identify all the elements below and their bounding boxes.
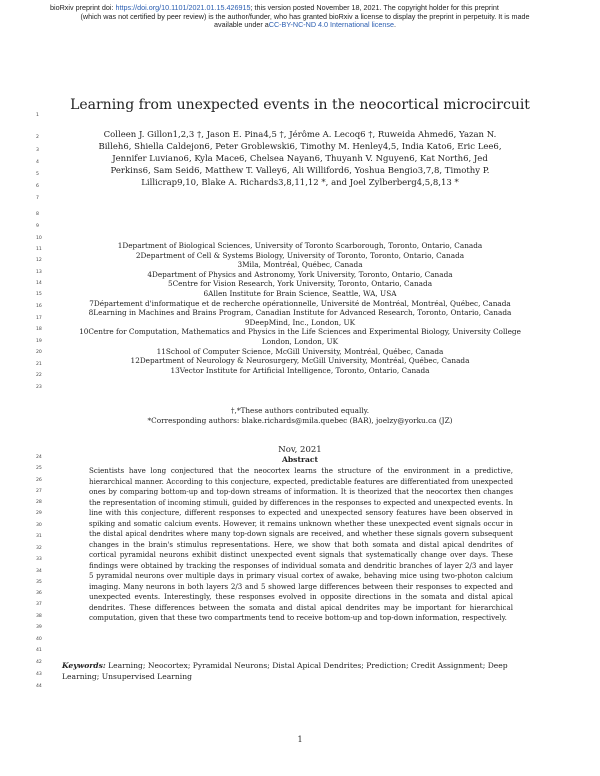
line-number: 23 — [36, 385, 42, 390]
line-number: 27 — [36, 489, 42, 494]
affiliation: 3Mila, Montréal, Québec, Canada — [237, 260, 363, 270]
corresponding-authors-note: *Corresponding authors: blake.richards@mila.quebec (BAR), joelzy@yorku.ca (JZ) — [147, 416, 453, 425]
header-text: bioRxiv preprint doi: — [50, 3, 116, 12]
date: Nov, 2021 — [278, 445, 322, 455]
line-number: 33 — [36, 557, 42, 562]
affiliation: 13Vector Institute for Artificial Intelligence, Toronto, Ontario, Canada — [170, 365, 430, 375]
line-number: 21 — [36, 362, 42, 367]
affiliation: 9DeepMind, Inc., London, UK — [244, 317, 356, 327]
line-number: 11 — [36, 247, 42, 252]
line-number: 22 — [36, 373, 42, 378]
doi-link[interactable]: https://doi.org/10.1101/2021.01.15.426915 — [115, 3, 251, 12]
line-number: 41 — [36, 648, 42, 653]
line-number: 37 — [36, 602, 42, 607]
affiliation: 8Learning in Machines and Brains Program, Canadian Institute for Advanced Research, Toronto, Ontario, Canada — [88, 308, 512, 318]
abstract-heading: Abstract — [281, 455, 319, 464]
author-notes — [62, 406, 538, 426]
affiliation: 11School of Computer Science, McGill University, Montréal, Québec, Canada — [156, 346, 444, 356]
line-number: 29 — [36, 511, 42, 516]
line-number: 43 — [36, 672, 42, 677]
affiliation: 2Department of Cell & Systems Biology, University of Toronto, Toronto, Ontario, Canada — [135, 250, 465, 260]
affiliation: 12Department of Neurology & Neurosurgery, McGill University, Montréal, Québec, Canada — [130, 356, 470, 366]
line-number: 28 — [36, 500, 42, 505]
line-number: 9 — [36, 224, 39, 229]
line-number: 13 — [36, 270, 42, 275]
line-number: 14 — [36, 281, 42, 286]
line-number: 17 — [36, 316, 42, 321]
keywords — [62, 660, 540, 682]
line-number: 1 — [36, 113, 39, 118]
author-line: Billeh6, Shiella Caldejon6, Peter Groblewski6, Timothy M. Henley4,5, India Kato6, Eric Lee6, — [98, 141, 502, 152]
affiliation: London, London, UK — [261, 336, 339, 346]
line-number: 20 — [36, 350, 42, 355]
header-text: . — [393, 20, 396, 30]
abstract-text: Scientists have long conjectured that the neocortex learns the structure of the environment in a predictive, hierarchical manner. According to this conjecture, expected, predictable features are differentiated from unexpected ones by comparing bottom-up and top-down streams of information. It is theorized that the neocortex then changes the representation of incoming stimuli, guided by differences in the responses to expected and unexpected events. In line with this conjecture, different responses to expected and unexpected sensory features have been observed in spiking and somatic calcium events. However, it remains unknown whether these unexpected event signals occur in the distal apical dendrites where many top-down signals are received, and whether these signals govern subsequent changes in the brain's stimulus representations. Here, we show that both somata and distal apical dendrites of cortical pyramidal neurons exhibit distinct unexpected event signals that systematically change over days. These findings were obtained by tracking the responses of individual somata and dendritic branches of layer 2/3 and layer 5 pyramidal neurons over multiple days in primary visual cortex of awake, behaving mice using two-photon calcium imaging. Many neurons in both layers 2/3 and 5 showed large differences between their responses to expected and unexpected events. Interestingly, these responses evolved in opposite directions in the somata and distal apical dendrites. These differences between the somata and distal apical dendrites may be important for hierarchical computation, given that these two compartments tend to receive bottom-up and top-down information, respectively. — [89, 466, 513, 622]
affiliation: 10Centre for Computation, Mathematics and Physics in the Life Sciences and Experimental Biology, University College — [79, 327, 521, 337]
author-line: Perkins6, Sam Seid6, Matthew T. Valley6, Ali Williford6, Yoshua Bengio3,7,8, Timothy P. — [110, 165, 490, 176]
affiliation: 5Centre for Vision Research, York University, Toronto, Ontario, Canada — [167, 279, 433, 289]
paper-title: Learning from unexpected events in the neocortical microcircuit — [70, 97, 530, 113]
line-number: 25 — [36, 466, 42, 471]
header-text: available under a — [214, 20, 269, 30]
line-number: 2 — [36, 135, 39, 140]
author-line: Jennifer Luviano6, Kyla Mace6, Chelsea Nayan6, Thuyanh V. Nguyen6, Kat North6, Jed — [112, 153, 488, 164]
line-number: 4 — [36, 160, 39, 165]
line-number: 34 — [36, 569, 42, 574]
line-number: 19 — [36, 339, 42, 344]
line-number: 12 — [36, 258, 42, 263]
line-number: 8 — [36, 212, 39, 217]
line-number: 10 — [36, 236, 42, 241]
keywords-label: Keywords: — [62, 661, 106, 670]
affiliations — [62, 241, 538, 375]
line-number: 32 — [36, 546, 42, 551]
affiliation: 4Department of Physics and Astronomy, York University, Toronto, Ontario, Canada — [147, 269, 453, 279]
line-number: 18 — [36, 327, 42, 332]
header-line-3 — [50, 21, 560, 30]
header-text: ; this version posted November 18, 2021. The copyright holder for this preprint — [250, 3, 499, 12]
line-number: 3 — [36, 148, 39, 153]
line-number: 16 — [36, 304, 42, 309]
equal-contribution-note: †,*These authors contributed equally. — [230, 406, 370, 415]
affiliation: 7Département d'informatique et de recherche opérationnelle, Université de Montréal, Montréal, Québec, Canada — [89, 298, 511, 308]
header-line-2: (which was not certified by peer review) is the author/funder, who has granted bioRxiv a license to display the preprint in perpetuity. It is made — [80, 11, 530, 21]
line-number: 31 — [36, 534, 42, 539]
line-number: 36 — [36, 591, 42, 596]
affiliation: 1Department of Biological Sciences, University of Toronto Scarborough, Toronto, Ontario, Canada — [117, 241, 483, 250]
line-number: 40 — [36, 637, 42, 642]
affiliation: 6Allen Institute for Brain Science, Seattle, WA, USA — [203, 288, 397, 298]
line-number: 15 — [36, 292, 42, 297]
line-number: 39 — [36, 625, 42, 630]
line-number: 44 — [36, 684, 42, 689]
page-number: 1 — [297, 735, 303, 744]
line-number: 35 — [36, 580, 42, 585]
line-number: 30 — [36, 523, 42, 528]
author-line: Lillicrap9,10, Blake A. Richards3,8,11,12 *, and Joel Zylberberg4,5,8,13 * — [141, 177, 459, 188]
author-list — [72, 130, 528, 190]
license-link[interactable]: CC-BY-NC-ND 4.0 International license — [268, 20, 394, 30]
author-line: Colleen J. Gillon1,2,3 †, Jason E. Pina4,5 †, Jérôme A. Lecoq6 †, Ruweida Ahmed6, Yazan N. — [103, 130, 497, 140]
line-number: 26 — [36, 478, 42, 483]
line-number: 38 — [36, 614, 42, 619]
line-number: 7 — [36, 196, 39, 201]
line-number: 5 — [36, 172, 39, 177]
line-number: 24 — [36, 455, 42, 460]
line-number: 42 — [36, 660, 42, 665]
line-number: 6 — [36, 184, 39, 189]
keywords-list: Learning; Neocortex; Pyramidal Neurons; Distal Apical Dendrites; Prediction; Credit Assignment; Deep Learning; Unsupervised Learning — [62, 661, 508, 681]
preprint-header — [50, 4, 560, 30]
